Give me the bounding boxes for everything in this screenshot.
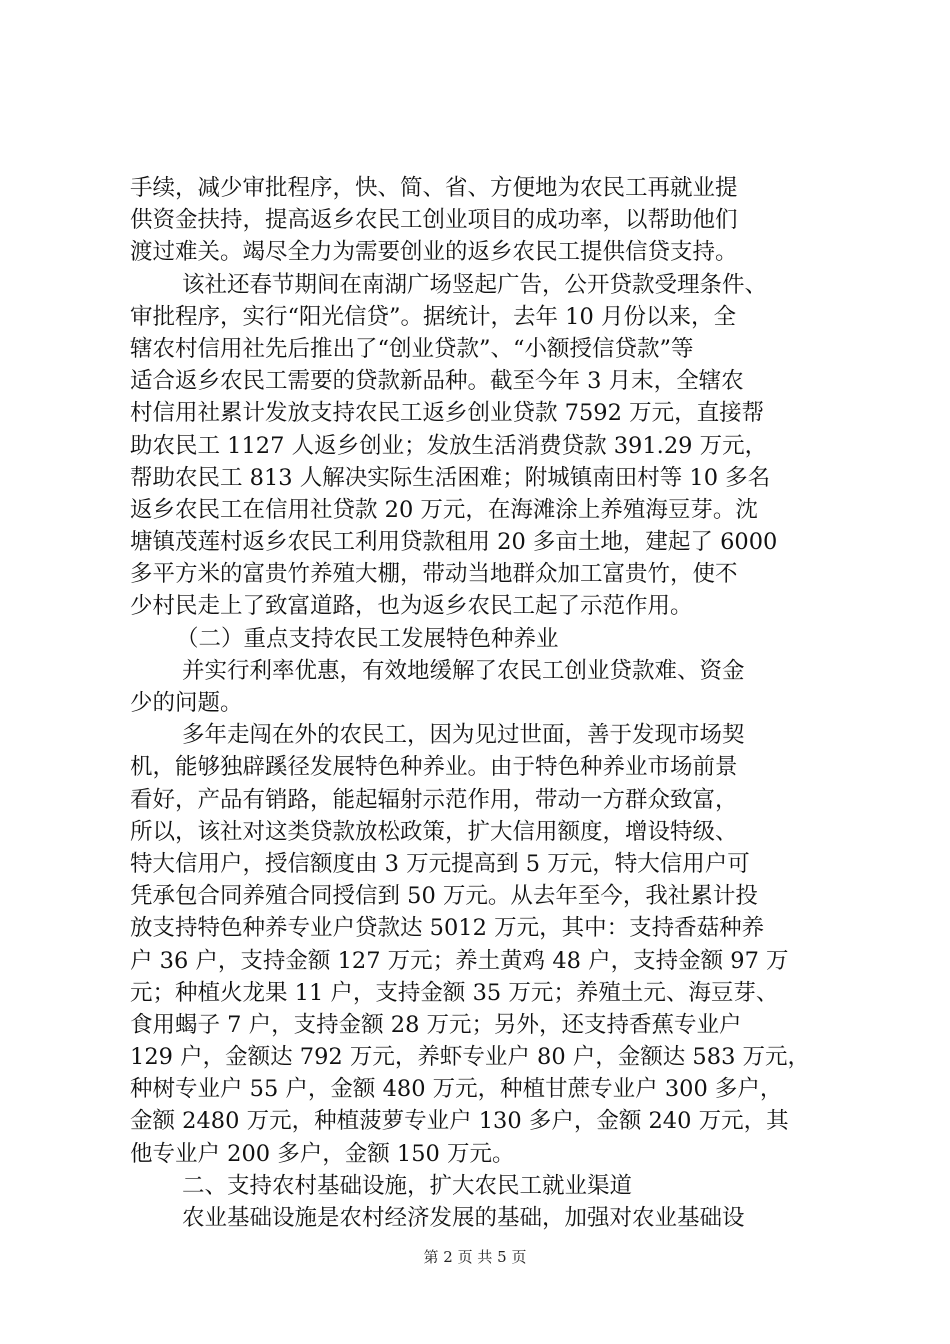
text-line: 返乡农民工在信用社贷款 20 万元，在海滩涂上养殖海豆芽。沈 bbox=[130, 496, 758, 523]
text-line: 村信用社累计发放支持农民工返乡创业贷款 7592 万元，直接帮 bbox=[130, 400, 765, 427]
paragraph-start-line: 该社还春节期间在南湖广场竖起广告，公开贷款受理条件、 bbox=[182, 271, 768, 298]
paragraph-start-line: 多年走闯在外的农民工，因为见过世面，善于发现市场契 bbox=[182, 722, 745, 749]
text-line: 渡过难关。竭尽全力为需要创业的返乡农民工提供信贷支持。 bbox=[130, 239, 738, 266]
text-line: 助农民工 1127 人返乡创业；发放生活消费贷款 391.29 万元， bbox=[130, 432, 768, 459]
text-line: 所以，该社对这类贷款放松政策，扩大信用额度，增设特级、 bbox=[130, 818, 738, 845]
text-line: 看好，产品有销路，能起辐射示范作用，带动一方群众致富， bbox=[130, 786, 738, 813]
section-heading: （二）重点支持农民工发展特色种养业 bbox=[176, 625, 559, 652]
section-heading: 二、支持农村基础设施，扩大农民工就业渠道 bbox=[182, 1172, 633, 1199]
text-line: 适合返乡农民工需要的贷款新品种。截至今年 3 月末，全辖农 bbox=[130, 368, 744, 395]
text-line: 凭承包合同养殖合同授信到 50 万元。从去年至今，我社累计投 bbox=[130, 883, 758, 910]
text-line: 放支持特色种养专业户贷款达 5012 万元，其中：支持香菇种养 bbox=[130, 915, 765, 942]
text-line: 多平方米的富贵竹养殖大棚，带动当地群众加工富贵竹，使不 bbox=[130, 561, 738, 588]
page-footer: 第 2 页 共 5 页 bbox=[423, 1248, 527, 1266]
text-line: 少村民走上了致富道路，也为返乡农民工起了示范作用。 bbox=[130, 593, 693, 620]
text-line: 塘镇茂莲村返乡农民工利用贷款租用 20 多亩土地，建起了 6000 bbox=[130, 529, 778, 556]
document-body bbox=[130, 172, 835, 1234]
text-line: 129 户，金额达 792 万元，养虾专业户 80 户，金额达 583 万元， bbox=[130, 1044, 811, 1071]
paragraph-start-line: 农业基础设施是农村经济发展的基础，加强对农业基础设 bbox=[182, 1205, 745, 1231]
text-line: 特大信用户，授信额度由 3 万元提高到 5 万元，特大信用户可 bbox=[130, 850, 750, 877]
text-line: 金额 2480 万元，种植菠萝专业户 130 多户，金额 240 万元，其 bbox=[130, 1108, 789, 1135]
text-line: 审批程序，实行“阳光信贷”。据统计，去年 10 月份以来，全 bbox=[130, 303, 736, 330]
text-line: 辖农村信用社先后推出了“创业贷款”、“小额授信贷款”等 bbox=[130, 335, 694, 362]
text-line: 种树专业户 55 户，金额 480 万元，种植甘蔗专业户 300 多户， bbox=[130, 1076, 783, 1103]
text-line: 元；种植火龙果 11 户，支持金额 35 万元；养殖土元、海豆芽、 bbox=[130, 979, 779, 1006]
text-line: 户 36 户，支持金额 127 万元；养土黄鸡 48 户，支持金额 97 万 bbox=[130, 947, 789, 974]
text-line: 他专业户 200 多户，金额 150 万元。 bbox=[130, 1140, 515, 1167]
paragraph-start-line: 并实行利率优惠，有效地缓解了农民工创业贷款难、资金 bbox=[182, 657, 745, 684]
text-line: 机，能够独辟蹊径发展特色种养业。由于特色种养业市场前景 bbox=[130, 754, 738, 781]
text-line: 手续，减少审批程序，快、简、省、方便地为农民工再就业提 bbox=[130, 175, 738, 201]
text-line: 帮助农民工 813 人解决实际生活困难；附城镇南田村等 10 多名 bbox=[130, 464, 771, 491]
text-line: 供资金扶持，提高返乡农民工创业项目的成功率，以帮助他们 bbox=[130, 207, 738, 234]
text-line: 食用蝎子 7 户，支持金额 28 万元；另外，还支持香蕉专业户 bbox=[130, 1011, 742, 1038]
text-line: 少的问题。 bbox=[130, 690, 243, 716]
